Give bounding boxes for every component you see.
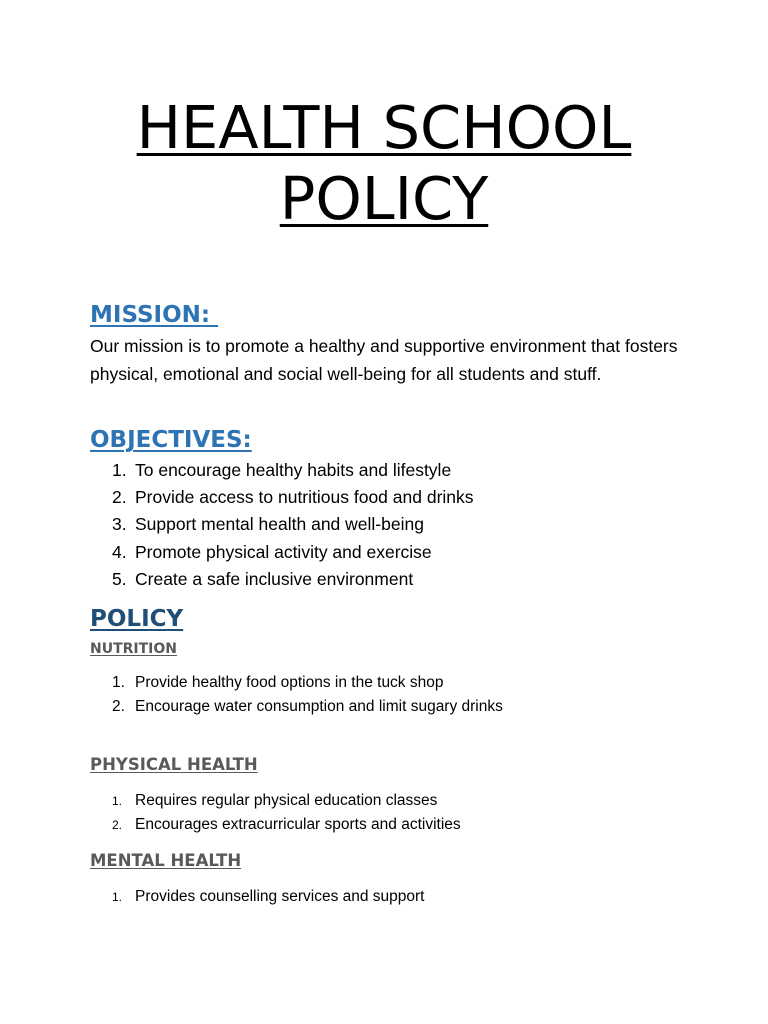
objectives-list (90, 457, 474, 593)
physical-health-item (90, 813, 461, 837)
objective-item (90, 566, 474, 593)
list-item-text: Support mental health and well-being (135, 514, 424, 535)
list-item-text: To encourage healthy habits and lifestyle (135, 460, 452, 480)
objective-item (90, 457, 474, 484)
page-title (0, 92, 768, 234)
list-item-text: Requires regular physical education classes (135, 792, 438, 809)
list-number: 2. (112, 698, 125, 715)
list-item-text: Create a safe inclusive environment (135, 568, 414, 589)
physical-health-item (90, 789, 461, 813)
list-number: 2. (112, 818, 123, 832)
list-item-text: Provide access to nutritious food and drinks (135, 487, 474, 508)
list-item-text: Provide healthy food options in the tuck shop (135, 674, 444, 691)
list-number: 2. (112, 487, 127, 508)
objective-item (90, 539, 474, 566)
list-number: 1. (112, 674, 125, 691)
policy-heading: POLICY (90, 606, 184, 632)
list-item-text: Encourage water consumption and limit sugary drinks (135, 698, 503, 715)
list-number: 5. (112, 568, 127, 589)
mental-health-heading: MENTAL HEALTH (90, 851, 242, 870)
physical-health-list (90, 789, 461, 837)
list-number: 4. (112, 541, 127, 562)
mission-text: Our mission is to promote a healthy and supportive environment that fosters physical, emotional and social well-being for all students and stuff. (90, 336, 678, 384)
objectives-heading: OBJECTIVES: (90, 427, 252, 453)
nutrition-item (90, 671, 503, 695)
nutrition-item (90, 695, 503, 719)
list-number: 1. (112, 794, 123, 808)
mental-health-item (90, 885, 425, 909)
nutrition-heading: NUTRITION (90, 641, 178, 657)
nutrition-list (90, 671, 503, 719)
mission-heading: MISSION: (90, 302, 219, 328)
list-number: 1. (112, 460, 127, 480)
list-item-text: Provides counselling services and support (135, 888, 425, 905)
page-title-line-2: POLICY (279, 164, 489, 233)
page-title-line-1: HEALTH SCHOOL (136, 93, 632, 162)
physical-health-heading: PHYSICAL HEALTH (90, 755, 258, 774)
list-item-text: Encourages extracurricular sports and activities (135, 816, 461, 833)
objective-item (90, 484, 474, 511)
mental-health-list (90, 885, 425, 909)
objective-item (90, 511, 474, 538)
list-number: 3. (112, 514, 127, 535)
list-item-text: Promote physical activity and exercise (135, 541, 432, 562)
list-number: 1. (112, 890, 123, 904)
